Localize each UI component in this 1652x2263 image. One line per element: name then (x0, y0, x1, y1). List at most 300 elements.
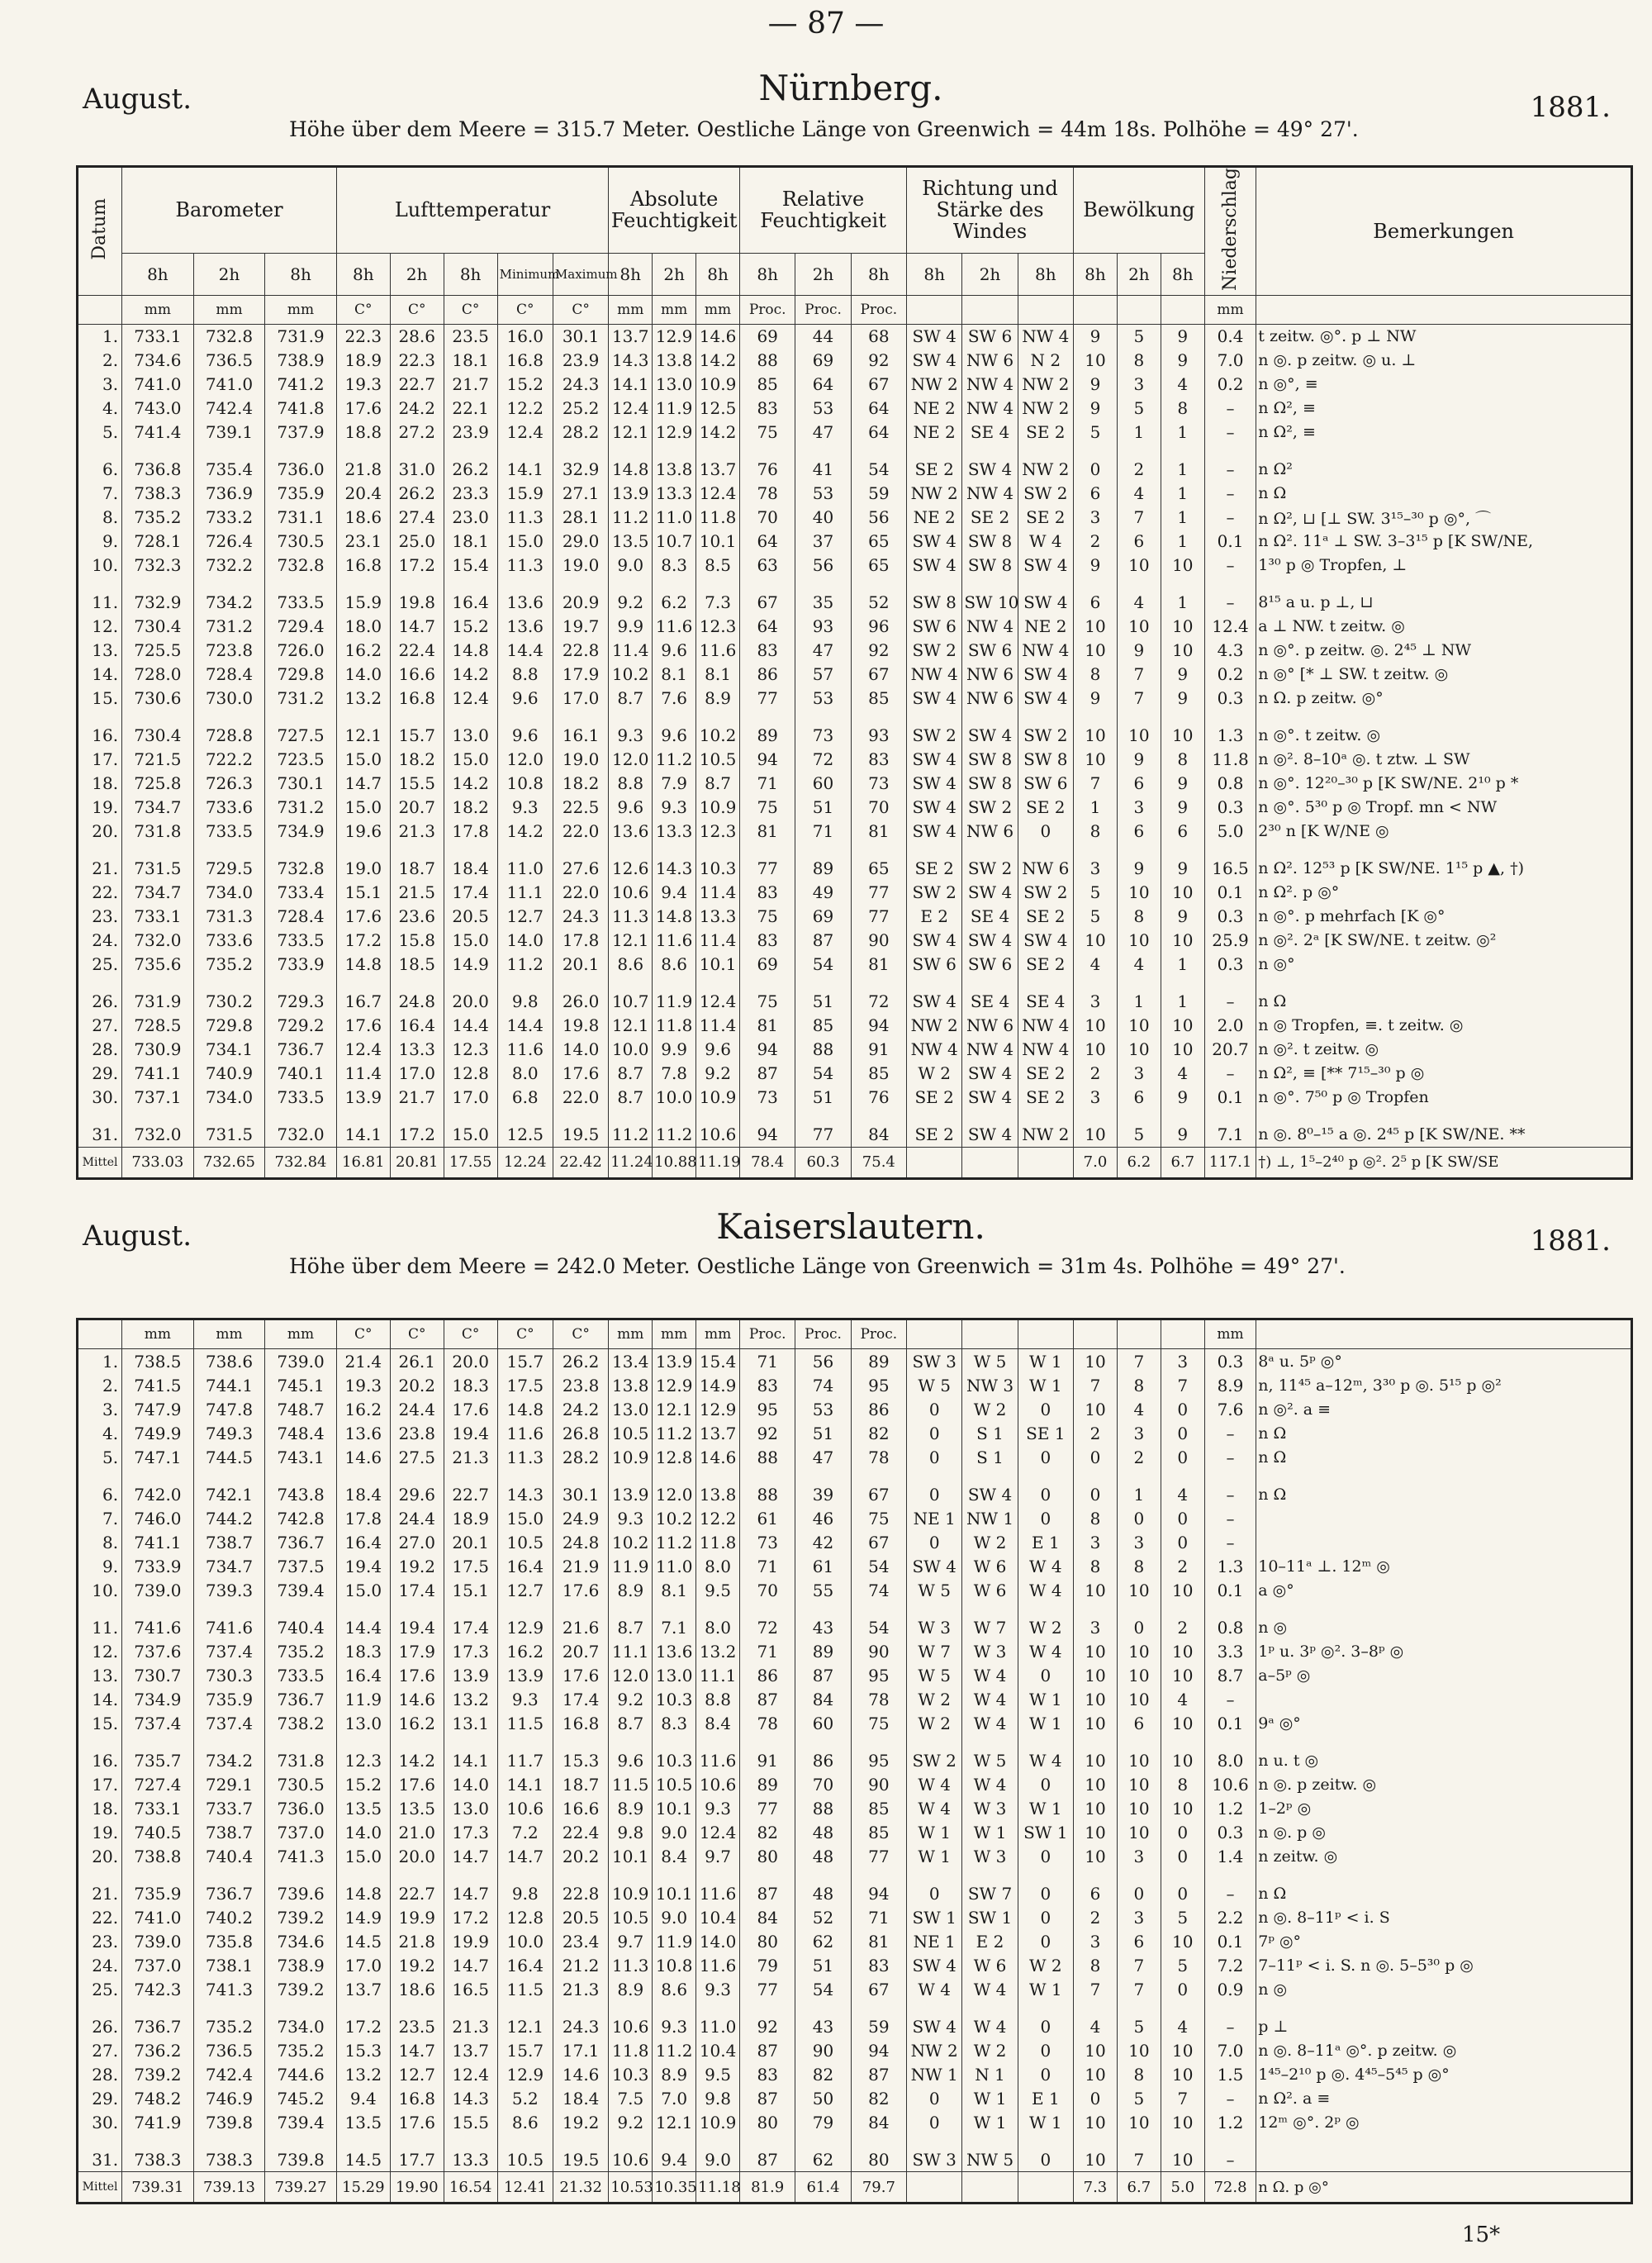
data-cell: SW 6 (962, 324, 1018, 349)
data-cell: 742.0 (122, 1469, 194, 1506)
table-row (78, 421, 1632, 445)
data-cell: 22.4 (553, 1820, 608, 1844)
data-cell: 12.1 (609, 929, 653, 953)
data-cell: 15.0 (336, 1844, 390, 1868)
mean-cell: 12.41 (497, 2172, 553, 2204)
data-cell: 0.1 (1204, 530, 1256, 554)
data-cell: 0 (1161, 1397, 1204, 1421)
day-cell: 16. (78, 711, 122, 748)
data-cell: 9.9 (653, 1038, 696, 1062)
data-cell: 18.1 (444, 349, 497, 373)
data-cell: 10 (1074, 1397, 1118, 1421)
data-cell: 4 (1117, 578, 1161, 615)
data-cell: 15.5 (390, 772, 444, 796)
data-cell: 22.0 (553, 1086, 608, 1110)
data-cell: 11.4 (696, 929, 740, 953)
data-cell: 10.9 (696, 796, 740, 820)
data-cell: 10 (1074, 1038, 1118, 1062)
data-cell: 75 (740, 421, 795, 445)
data-cell: W 4 (1018, 1554, 1073, 1578)
data-cell: 11.3 (609, 905, 653, 929)
data-cell: 10.1 (609, 1844, 653, 1868)
data-cell: 26.2 (444, 445, 497, 482)
data-cell: 67 (851, 1530, 906, 1554)
data-cell: 732.8 (265, 844, 337, 881)
data-cell: – (1204, 1445, 1256, 1469)
data-cell: 14.7 (336, 772, 390, 796)
data-cell: 737.6 (122, 1639, 194, 1663)
day-cell: 11. (78, 578, 122, 615)
data-cell: 18.4 (336, 1469, 390, 1506)
data-cell: SE 2 (1018, 1086, 1073, 1110)
data-cell: SE 2 (1018, 506, 1073, 530)
data-cell: 749.3 (193, 1421, 265, 1445)
data-cell: 14.7 (444, 1953, 497, 1977)
day-cell: 31. (78, 1110, 122, 1148)
data-cell: 11.3 (609, 1953, 653, 1977)
data-cell: 16.4 (336, 1663, 390, 1687)
data-cell: W 1 (1018, 1373, 1073, 1397)
sub-2h: 2h (962, 253, 1018, 295)
data-cell: SE 4 (962, 421, 1018, 445)
data-cell: 15.8 (390, 929, 444, 953)
data-cell: 26.8 (553, 1421, 608, 1445)
remark-cell: n ◎. 8–11ᵃ ◎°. p zeitw. ◎ (1256, 2038, 1632, 2062)
data-cell: – (1204, 1687, 1256, 1711)
data-cell: 13.2 (336, 687, 390, 711)
table-row (78, 373, 1632, 397)
data-cell: 19.4 (444, 1421, 497, 1445)
data-cell: 726.0 (265, 639, 337, 663)
data-cell: W 2 (907, 1711, 962, 1735)
data-cell: 12.2 (696, 1506, 740, 1530)
data-cell: 747.8 (193, 1397, 265, 1421)
data-cell: 75 (740, 796, 795, 820)
data-cell: 0 (1117, 1506, 1161, 1530)
data-cell: 0 (1161, 1868, 1204, 1905)
data-cell: 2 (1117, 1445, 1161, 1469)
data-cell: 0 (1074, 1469, 1118, 1506)
data-cell: 13.7 (696, 445, 740, 482)
data-cell: 20.7 (553, 1639, 608, 1663)
data-cell: W 4 (907, 1796, 962, 1820)
data-cell: 738.3 (122, 2134, 194, 2172)
data-cell: 64 (740, 530, 795, 554)
data-cell: 8 (1074, 663, 1118, 687)
data-cell: 10 (1074, 1110, 1118, 1148)
day-cell: 13. (78, 1663, 122, 1687)
data-cell: 83 (851, 748, 906, 772)
data-cell: 9 (1161, 844, 1204, 881)
remark-cell (1256, 1506, 1632, 1530)
unit-c: C° (497, 1319, 553, 1349)
data-cell: 65 (851, 844, 906, 881)
data-cell: 6.8 (497, 1086, 553, 1110)
data-cell: 733.7 (193, 1796, 265, 1820)
data-cell: 10 (1117, 711, 1161, 748)
data-cell: 10 (1074, 711, 1118, 748)
data-cell: 10.8 (653, 1953, 696, 1977)
data-cell: W 2 (907, 1687, 962, 1711)
data-cell: 13.0 (444, 711, 497, 748)
data-cell: 10 (1074, 1820, 1118, 1844)
data-cell: 85 (851, 1062, 906, 1086)
data-cell: 10.5 (497, 1530, 553, 1554)
data-cell: 735.8 (193, 1929, 265, 1953)
data-cell: 10 (1074, 748, 1118, 772)
data-cell: 730.1 (265, 772, 337, 796)
data-cell: 727.4 (122, 1772, 194, 1796)
data-cell: 748.7 (265, 1397, 337, 1421)
data-cell: NW 2 (1018, 1110, 1073, 1148)
data-cell: 10.0 (609, 1038, 653, 1062)
data-cell: 20.9 (553, 578, 608, 615)
data-cell: SW 4 (907, 530, 962, 554)
remark-cell: n Ω² (1256, 445, 1632, 482)
data-cell: 741.3 (265, 1844, 337, 1868)
data-cell: 87 (740, 1687, 795, 1711)
table-row (78, 1711, 1632, 1735)
data-cell: 26.1 (390, 1349, 444, 1374)
data-cell: 735.2 (122, 506, 194, 530)
data-cell: 10 (1074, 2062, 1118, 2086)
data-cell: NW 6 (962, 663, 1018, 687)
data-cell: 13.6 (497, 578, 553, 615)
day-cell: 9. (78, 530, 122, 554)
day-cell: 23. (78, 1929, 122, 1953)
data-cell: NW 6 (962, 687, 1018, 711)
data-cell: 17.8 (553, 929, 608, 953)
data-cell: 0 (1018, 2134, 1073, 2172)
data-cell: 23.6 (390, 905, 444, 929)
data-cell: 74 (795, 1373, 851, 1397)
data-cell: 5 (1117, 2001, 1161, 2038)
remark-cell: n ◎. p zeitw. ◎ u. ⊥ (1256, 349, 1632, 373)
mean-cell: 7.0 (1074, 1147, 1118, 1178)
data-cell: 13.0 (653, 373, 696, 397)
data-cell: 13.9 (336, 1086, 390, 1110)
data-cell: 91 (740, 1735, 795, 1772)
data-cell: 24.8 (553, 1530, 608, 1554)
data-cell: 10 (1074, 2134, 1118, 2172)
data-cell: 77 (795, 1110, 851, 1148)
data-cell: 10.1 (653, 1868, 696, 1905)
table-row (78, 748, 1632, 772)
data-cell: 14.8 (653, 905, 696, 929)
data-cell: W 1 (1018, 1711, 1073, 1735)
sub-8h: 8h (444, 253, 497, 295)
data-cell: NW 4 (962, 482, 1018, 506)
data-cell: 64 (851, 421, 906, 445)
data-cell: 9 (1117, 639, 1161, 663)
data-cell: 731.9 (265, 324, 337, 349)
data-cell: 16.5 (444, 1977, 497, 2001)
day-cell: 20. (78, 1844, 122, 1868)
data-cell: 8 (1161, 1772, 1204, 1796)
data-cell: 8.6 (609, 953, 653, 977)
data-cell: 739.0 (265, 1349, 337, 1374)
data-cell: 24.2 (553, 1397, 608, 1421)
data-cell: 734.7 (122, 881, 194, 905)
data-cell: 10.5 (609, 1421, 653, 1445)
data-cell: 8.0 (497, 1062, 553, 1086)
data-cell: 740.4 (265, 1602, 337, 1639)
remark-cell: n Ω (1256, 977, 1632, 1014)
data-cell: W 2 (962, 2038, 1018, 2062)
data-cell: W 1 (962, 1820, 1018, 1844)
data-cell: 17.5 (497, 1373, 553, 1397)
data-cell: 71 (740, 1639, 795, 1663)
data-cell: 7.3 (696, 578, 740, 615)
data-cell: 4 (1117, 1397, 1161, 1421)
data-cell: SW 4 (907, 772, 962, 796)
data-cell: 8.9 (609, 1578, 653, 1602)
data-cell: 9 (1161, 1110, 1204, 1148)
data-cell: 11.5 (497, 1711, 553, 1735)
abs-humidity-header: Absolute Feuchtigkeit (609, 167, 740, 254)
day-cell: 24. (78, 1953, 122, 1977)
data-cell: W 1 (1018, 1796, 1073, 1820)
data-cell: 81 (851, 953, 906, 977)
data-cell: 737.0 (122, 1953, 194, 1977)
data-cell: 17.6 (336, 397, 390, 421)
data-cell: 0 (1018, 1506, 1073, 1530)
data-cell: 738.3 (193, 2134, 265, 2172)
data-cell: 729.8 (265, 663, 337, 687)
table-row (78, 820, 1632, 844)
data-cell: SW 4 (907, 687, 962, 711)
data-cell: 54 (795, 953, 851, 977)
data-cell: 75 (740, 905, 795, 929)
data-cell: 0.3 (1204, 905, 1256, 929)
mean-cell: 16.54 (444, 2172, 497, 2204)
remark-cell: n ◎. 8–11ᵖ < i. S (1256, 1905, 1632, 1929)
data-cell: 8 (1074, 1953, 1118, 1977)
data-cell: 14.0 (336, 663, 390, 687)
mean-cell: 11.18 (696, 2172, 740, 2204)
data-cell: 3 (1117, 1530, 1161, 1554)
data-cell: 14.2 (497, 820, 553, 844)
data-cell: 0.9 (1204, 1977, 1256, 2001)
data-cell: 23.9 (444, 421, 497, 445)
data-cell: 1 (1161, 421, 1204, 445)
data-cell: 71 (851, 1905, 906, 1929)
mean-cell: 117.1 (1204, 1147, 1256, 1178)
data-cell: SW 8 (907, 578, 962, 615)
data-cell: 60 (795, 772, 851, 796)
data-cell: 14.0 (444, 1772, 497, 1796)
data-cell: 0 (1018, 1844, 1073, 1868)
table-kaiserslautern (76, 1318, 1633, 2204)
data-cell: 82 (851, 2086, 906, 2110)
data-cell: 88 (740, 1445, 795, 1469)
data-cell: 740.9 (193, 1062, 265, 1086)
remark-cell: 7ᵖ ◎° (1256, 1929, 1632, 1953)
data-cell: NW 4 (962, 615, 1018, 639)
data-cell: 9 (1117, 748, 1161, 772)
data-cell: 10 (1161, 1578, 1204, 1602)
data-cell: W 1 (1018, 1349, 1073, 1374)
data-cell: 13.9 (653, 1349, 696, 1374)
data-cell: 10.8 (497, 772, 553, 796)
data-cell: 69 (740, 324, 795, 349)
data-cell: 9.3 (497, 1687, 553, 1711)
data-cell: W 6 (962, 1554, 1018, 1578)
data-cell: 10.6 (609, 2134, 653, 2172)
data-cell: 18.8 (336, 421, 390, 445)
remark-cell: 7–11ᵖ < i. S. n ◎. 5–5³⁰ p ◎ (1256, 1953, 1632, 1977)
data-cell: 74 (851, 1578, 906, 1602)
data-cell: NW 2 (907, 373, 962, 397)
mean-row (78, 1147, 1632, 1178)
data-cell: 7.1 (1204, 1110, 1256, 1148)
data-cell: 5 (1117, 324, 1161, 349)
data-cell: NW 6 (962, 820, 1018, 844)
data-cell: 12.0 (609, 748, 653, 772)
data-cell: 17.2 (336, 929, 390, 953)
data-cell: 741.0 (122, 373, 194, 397)
data-cell: 732.8 (193, 324, 265, 349)
day-cell: 16. (78, 1735, 122, 1772)
data-cell: 10.4 (696, 1905, 740, 1929)
data-cell: SE 2 (907, 1110, 962, 1148)
data-cell: SW 1 (1018, 1820, 1073, 1844)
data-cell: 83 (740, 881, 795, 905)
data-cell: W 4 (962, 1663, 1018, 1687)
data-cell: 77 (851, 1844, 906, 1868)
data-cell: 726.3 (193, 772, 265, 796)
data-cell: 10.9 (696, 1086, 740, 1110)
data-cell: 76 (851, 1086, 906, 1110)
data-cell: 26.2 (553, 1349, 608, 1374)
data-cell: 10.5 (609, 1905, 653, 1929)
data-cell: 8.7 (609, 1086, 653, 1110)
data-cell: SW 2 (1018, 482, 1073, 506)
sub-8h: 8h (907, 253, 962, 295)
data-cell: 19.0 (553, 554, 608, 578)
data-cell: 15.7 (390, 711, 444, 748)
data-cell: 54 (795, 1977, 851, 2001)
data-cell: 3 (1117, 373, 1161, 397)
unit-mm: mm (1204, 295, 1256, 324)
data-cell: 22.5 (553, 796, 608, 820)
data-cell: 16.4 (497, 1953, 553, 1977)
data-cell: 19.0 (553, 748, 608, 772)
data-cell: 21.0 (390, 1820, 444, 1844)
data-cell: 13.5 (336, 2110, 390, 2134)
data-cell: 12.6 (609, 844, 653, 881)
remark-cell: 12ᵐ ◎°. 2ᵖ ◎ (1256, 2110, 1632, 2134)
data-cell: 5 (1074, 421, 1118, 445)
data-cell: 43 (795, 1602, 851, 1639)
table-row (78, 2134, 1632, 2172)
table-row (78, 1820, 1632, 1844)
data-cell: 10.9 (609, 1868, 653, 1905)
data-cell: 3 (1074, 1530, 1118, 1554)
remark-cell (1256, 1530, 1632, 1554)
data-cell: 18.6 (390, 1977, 444, 2001)
data-cell: 9.3 (696, 1796, 740, 1820)
data-cell: 9.2 (609, 1687, 653, 1711)
day-cell: 10. (78, 1578, 122, 1602)
data-cell: 72 (795, 748, 851, 772)
data-cell: 733.9 (265, 953, 337, 977)
data-cell: 19.8 (553, 1014, 608, 1038)
data-cell: 743.8 (265, 1469, 337, 1506)
data-cell: 735.7 (122, 1735, 194, 1772)
data-cell: SW 4 (1018, 554, 1073, 578)
data-cell: SW 6 (962, 639, 1018, 663)
data-cell: 10 (1161, 1711, 1204, 1735)
page-footer: 15* (1462, 2223, 1501, 2247)
data-cell: 17.2 (444, 1905, 497, 1929)
data-cell: 0 (1018, 1905, 1073, 1929)
data-cell: 10 (1117, 2038, 1161, 2062)
remark-cell: 1–2ᵖ ◎ (1256, 1796, 1632, 1820)
data-cell: W 4 (1018, 1735, 1073, 1772)
data-cell: 80 (740, 2110, 795, 2134)
data-cell: 15.5 (444, 2110, 497, 2134)
data-cell: 7 (1117, 687, 1161, 711)
data-cell: 12.4 (696, 482, 740, 506)
data-cell: 12.5 (497, 1110, 553, 1148)
data-cell: W 3 (962, 1639, 1018, 1663)
table-row (78, 1554, 1632, 1578)
data-cell: 14.5 (336, 2134, 390, 2172)
day-cell: 1. (78, 1349, 122, 1374)
data-cell: SE 2 (907, 844, 962, 881)
data-cell: 13.1 (444, 1711, 497, 1735)
data-cell: 723.5 (265, 748, 337, 772)
data-cell: 14.1 (444, 1735, 497, 1772)
data-cell: 8.1 (653, 1578, 696, 1602)
table-row (78, 324, 1632, 349)
data-cell: 1 (1117, 1469, 1161, 1506)
data-cell: 12.1 (497, 2001, 553, 2038)
mean-cell: 732.65 (193, 1147, 265, 1178)
data-cell: 2 (1117, 445, 1161, 482)
data-cell: 7 (1074, 1373, 1118, 1397)
mean-cell: 60.3 (795, 1147, 851, 1178)
data-cell: 10 (1117, 1578, 1161, 1602)
data-cell: 17.6 (336, 1014, 390, 1038)
data-cell: 9.6 (609, 1735, 653, 1772)
data-cell: NW 4 (1018, 1014, 1073, 1038)
day-cell: 27. (78, 2038, 122, 2062)
remark-cell: n ◎. p ◎ (1256, 1820, 1632, 1844)
data-cell: 743.0 (122, 397, 194, 421)
data-cell: 735.6 (122, 953, 194, 977)
data-cell: 19.7 (553, 615, 608, 639)
sub-8h: 8h (265, 253, 337, 295)
data-cell: 9 (1074, 687, 1118, 711)
data-cell: 22.3 (336, 324, 390, 349)
data-cell: 43 (795, 2001, 851, 2038)
data-cell: 10.2 (609, 663, 653, 687)
data-cell: 47 (795, 421, 851, 445)
data-cell: 740.2 (193, 1905, 265, 1929)
data-cell: 733.1 (122, 324, 194, 349)
data-cell: – (1204, 977, 1256, 1014)
table-row (78, 772, 1632, 796)
data-cell: SW 4 (962, 445, 1018, 482)
data-cell: 27.6 (553, 844, 608, 881)
data-cell: 739.2 (265, 1905, 337, 1929)
data-cell: 10 (1074, 1639, 1118, 1663)
data-cell: 9.8 (497, 977, 553, 1014)
data-cell: 13.3 (444, 2134, 497, 2172)
mean-cell: 6.2 (1117, 1147, 1161, 1178)
